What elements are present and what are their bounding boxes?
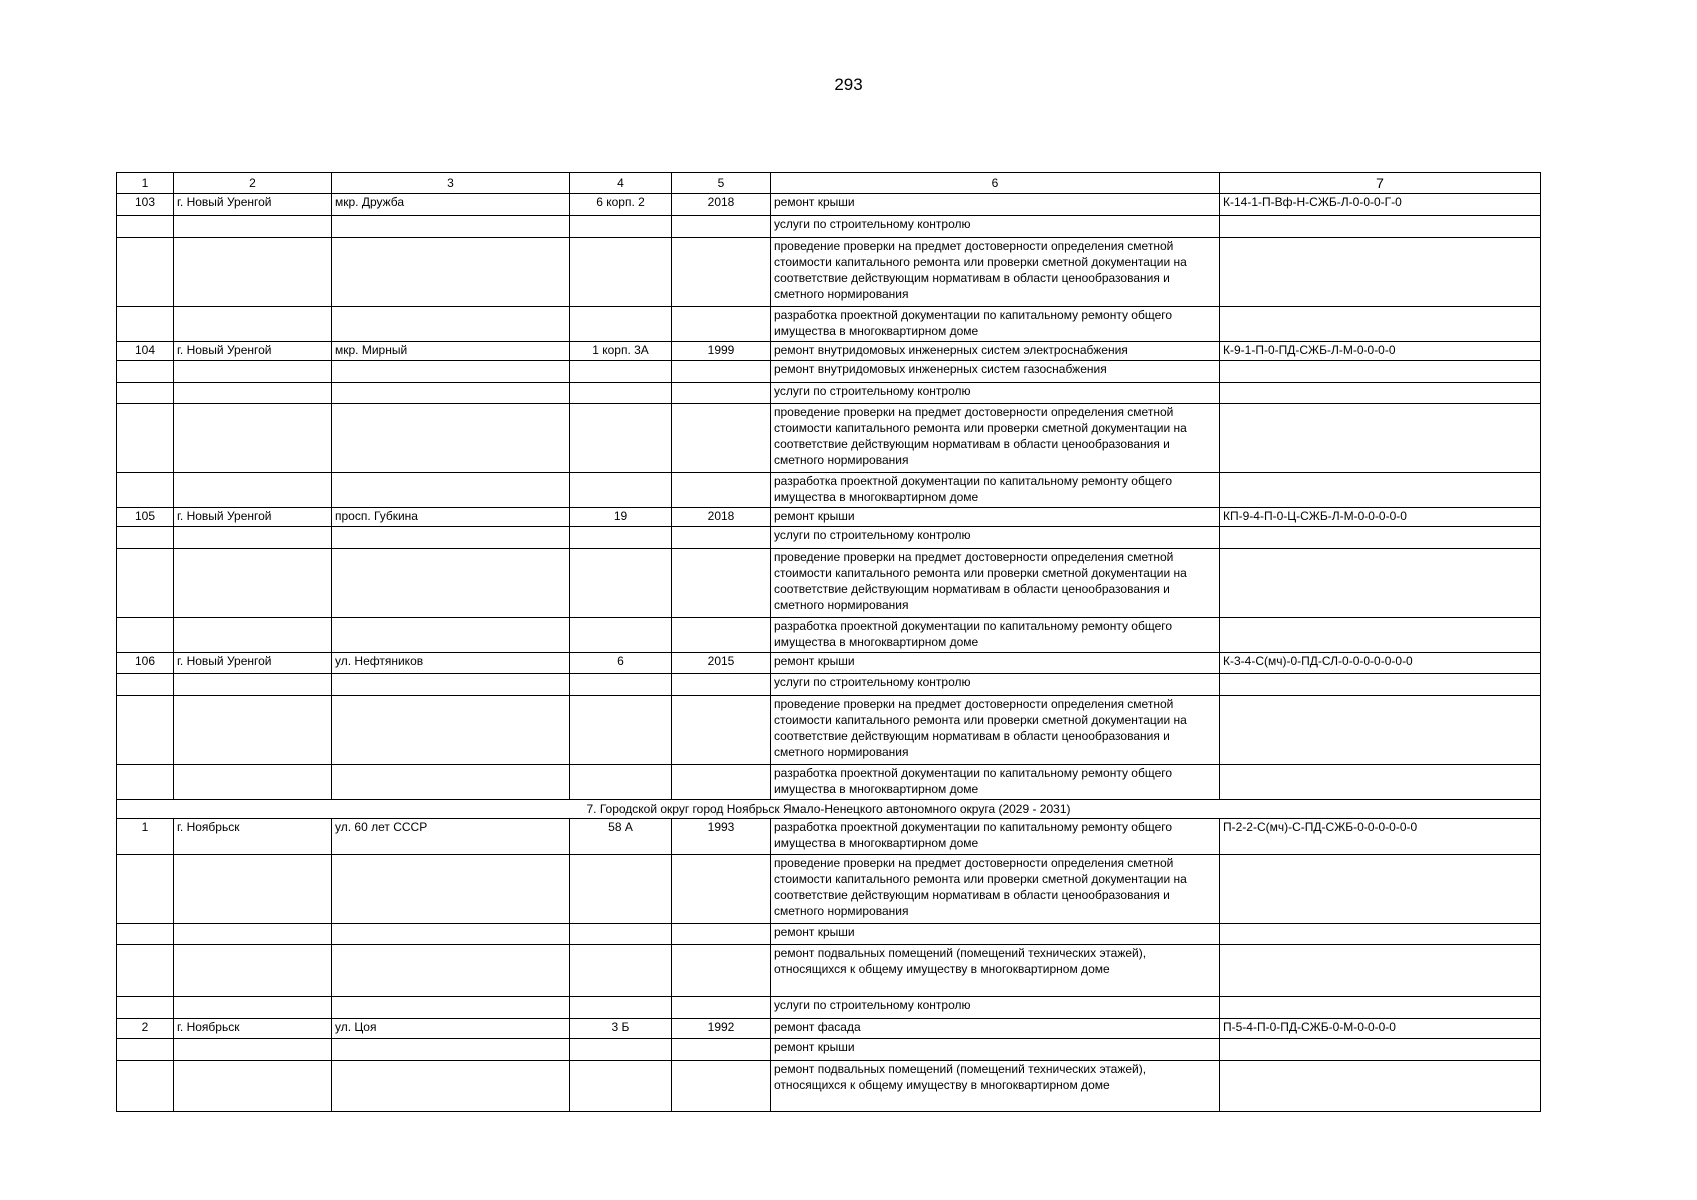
building-code-cell: К-9-1-П-0-ПД-СЖБ-Л-М-0-0-0-0 bbox=[1220, 342, 1541, 361]
work-type-cell: ремонт крыши bbox=[771, 924, 1220, 945]
row-number-cell bbox=[117, 924, 174, 945]
work-type-cell: проведение проверки на предмет достоверности определения сметной стоимости капитального ремонта или проверки сметной документации на соответствие действующим нормативам в области ценообразования и сметного нормирования bbox=[771, 549, 1220, 618]
table-row bbox=[117, 618, 1541, 653]
street-cell bbox=[332, 618, 570, 653]
row-number-cell bbox=[117, 618, 174, 653]
table-row bbox=[117, 404, 1541, 473]
work-type-cell: ремонт крыши bbox=[771, 194, 1220, 216]
municipality-cell bbox=[174, 404, 332, 473]
house-number-cell bbox=[570, 945, 672, 997]
row-number-cell bbox=[117, 216, 174, 238]
table-body bbox=[117, 173, 1541, 1112]
work-type-cell: ремонт внутридомовых инженерных систем электроснабжения bbox=[771, 342, 1220, 361]
building-code-cell: К-14-1-П-Вф-Н-СЖБ-Л-0-0-0-Г-0 bbox=[1220, 194, 1541, 216]
house-number-cell bbox=[570, 765, 672, 800]
street-cell: ул. Нефтяников bbox=[332, 653, 570, 674]
street-cell bbox=[332, 1061, 570, 1112]
header-cell: 4 bbox=[570, 173, 672, 194]
house-number-cell bbox=[570, 307, 672, 342]
year-cell: 1993 bbox=[672, 819, 771, 855]
building-code-cell: КП-9-4-П-0-Ц-СЖБ-Л-М-0-0-0-0-0 bbox=[1220, 508, 1541, 527]
year-cell bbox=[672, 997, 771, 1019]
building-code-cell bbox=[1220, 674, 1541, 696]
street-cell bbox=[332, 361, 570, 383]
table-row bbox=[117, 674, 1541, 696]
table-row bbox=[117, 855, 1541, 924]
municipality-cell bbox=[174, 997, 332, 1019]
table-row bbox=[117, 765, 1541, 800]
house-number-cell bbox=[570, 527, 672, 549]
street-cell: просп. Губкина bbox=[332, 508, 570, 527]
work-type-cell: ремонт крыши bbox=[771, 653, 1220, 674]
street-cell bbox=[332, 674, 570, 696]
house-number-cell bbox=[570, 216, 672, 238]
row-number-cell bbox=[117, 674, 174, 696]
municipality-cell bbox=[174, 924, 332, 945]
building-code-cell: К-3-4-С(мч)-0-ПД-СЛ-0-0-0-0-0-0-0 bbox=[1220, 653, 1541, 674]
street-cell: мкр. Дружба bbox=[332, 194, 570, 216]
building-code-cell bbox=[1220, 404, 1541, 473]
municipality-cell bbox=[174, 1061, 332, 1112]
house-number-cell bbox=[570, 855, 672, 924]
municipality-cell bbox=[174, 383, 332, 404]
year-cell: 2018 bbox=[672, 194, 771, 216]
work-type-cell: услуги по строительному контролю bbox=[771, 216, 1220, 238]
work-type-cell: услуги по строительному контролю bbox=[771, 527, 1220, 549]
municipality-cell bbox=[174, 361, 332, 383]
building-code-cell bbox=[1220, 618, 1541, 653]
house-number-cell bbox=[570, 997, 672, 1019]
table-row bbox=[117, 696, 1541, 765]
street-cell bbox=[332, 527, 570, 549]
street-cell: ул. 60 лет СССР bbox=[332, 819, 570, 855]
table-row bbox=[117, 945, 1541, 997]
municipality-cell: г. Новый Уренгой bbox=[174, 508, 332, 527]
row-number-cell bbox=[117, 997, 174, 1019]
municipality-cell: г. Ноябрьск bbox=[174, 1019, 332, 1039]
building-code-cell bbox=[1220, 383, 1541, 404]
header-cell: 7 bbox=[1220, 173, 1541, 194]
building-code-cell bbox=[1220, 238, 1541, 307]
work-type-cell: проведение проверки на предмет достоверности определения сметной стоимости капитального ремонта или проверки сметной документации на соответствие действующим нормативам в области ценообразования и сметного нормирования bbox=[771, 696, 1220, 765]
row-number-cell bbox=[117, 473, 174, 508]
municipality-cell bbox=[174, 307, 332, 342]
row-number-cell bbox=[117, 855, 174, 924]
section-row bbox=[117, 800, 1541, 819]
street-cell bbox=[332, 855, 570, 924]
street-cell: ул. Цоя bbox=[332, 1019, 570, 1039]
year-cell bbox=[672, 855, 771, 924]
house-number-cell bbox=[570, 238, 672, 307]
page-number: 293 bbox=[834, 75, 863, 94]
year-cell: 2015 bbox=[672, 653, 771, 674]
municipality-cell bbox=[174, 549, 332, 618]
municipality-cell bbox=[174, 473, 332, 508]
municipality-cell bbox=[174, 216, 332, 238]
building-code-cell bbox=[1220, 307, 1541, 342]
register-table bbox=[116, 172, 1541, 1112]
year-cell bbox=[672, 618, 771, 653]
work-type-cell: ремонт подвальных помещений (помещений технических этажей), относящихся к общему имуществу в многоквартирном доме bbox=[771, 945, 1220, 997]
municipality-cell bbox=[174, 618, 332, 653]
house-number-cell: 1 корп. 3А bbox=[570, 342, 672, 361]
table-row bbox=[117, 653, 1541, 674]
year-cell: 2018 bbox=[672, 508, 771, 527]
row-number-cell bbox=[117, 307, 174, 342]
work-type-cell: ремонт крыши bbox=[771, 508, 1220, 527]
work-type-cell: ремонт крыши bbox=[771, 1039, 1220, 1061]
row-number-cell: 104 bbox=[117, 342, 174, 361]
row-number-cell bbox=[117, 1039, 174, 1061]
row-number-cell: 106 bbox=[117, 653, 174, 674]
year-cell bbox=[672, 238, 771, 307]
municipality-cell bbox=[174, 945, 332, 997]
municipality-cell bbox=[174, 855, 332, 924]
work-type-cell: ремонт фасада bbox=[771, 1019, 1220, 1039]
house-number-cell bbox=[570, 383, 672, 404]
building-code-cell bbox=[1220, 855, 1541, 924]
year-cell bbox=[672, 924, 771, 945]
row-number-cell bbox=[117, 1061, 174, 1112]
street-cell: мкр. Мирный bbox=[332, 342, 570, 361]
building-code-cell bbox=[1220, 945, 1541, 997]
table-row bbox=[117, 473, 1541, 508]
year-cell bbox=[672, 307, 771, 342]
street-cell bbox=[332, 216, 570, 238]
building-code-cell bbox=[1220, 924, 1541, 945]
table-row bbox=[117, 924, 1541, 945]
street-cell bbox=[332, 307, 570, 342]
row-number-cell bbox=[117, 696, 174, 765]
municipality-cell bbox=[174, 238, 332, 307]
table-row bbox=[117, 1039, 1541, 1061]
street-cell bbox=[332, 924, 570, 945]
row-number-cell bbox=[117, 765, 174, 800]
section-title: 7. Городской округ город Ноябрьск Ямало-Ненецкого автономного округа (2029 - 2031) bbox=[117, 800, 1541, 819]
table-row bbox=[117, 527, 1541, 549]
building-code-cell bbox=[1220, 216, 1541, 238]
building-code-cell bbox=[1220, 1061, 1541, 1112]
table-row bbox=[117, 508, 1541, 527]
year-cell bbox=[672, 1039, 771, 1061]
house-number-cell bbox=[570, 924, 672, 945]
building-code-cell bbox=[1220, 997, 1541, 1019]
building-code-cell bbox=[1220, 361, 1541, 383]
row-number-cell: 1 bbox=[117, 819, 174, 855]
house-number-cell bbox=[570, 1061, 672, 1112]
house-number-cell bbox=[570, 674, 672, 696]
row-number-cell bbox=[117, 383, 174, 404]
work-type-cell: ремонт внутридомовых инженерных систем газоснабжения bbox=[771, 361, 1220, 383]
house-number-cell bbox=[570, 618, 672, 653]
municipality-cell: г. Новый Уренгой bbox=[174, 342, 332, 361]
work-type-cell: проведение проверки на предмет достоверности определения сметной стоимости капитального ремонта или проверки сметной документации на соответствие действующим нормативам в области ценообразования и сметного нормирования bbox=[771, 855, 1220, 924]
table-row bbox=[117, 819, 1541, 855]
table-row bbox=[117, 549, 1541, 618]
building-code-cell bbox=[1220, 1039, 1541, 1061]
row-number-cell: 103 bbox=[117, 194, 174, 216]
year-cell bbox=[672, 473, 771, 508]
house-number-cell bbox=[570, 1039, 672, 1061]
work-type-cell: разработка проектной документации по капитальному ремонту общего имущества в многоквартирном доме bbox=[771, 765, 1220, 800]
header-cell: 3 bbox=[332, 173, 570, 194]
year-cell bbox=[672, 945, 771, 997]
house-number-cell bbox=[570, 404, 672, 473]
house-number-cell: 6 корп. 2 bbox=[570, 194, 672, 216]
work-type-cell: услуги по строительному контролю bbox=[771, 997, 1220, 1019]
work-type-cell: проведение проверки на предмет достоверности определения сметной стоимости капитального ремонта или проверки сметной документации на соответствие действующим нормативам в области ценообразования и сметного нормирования bbox=[771, 404, 1220, 473]
street-cell bbox=[332, 765, 570, 800]
building-code-cell bbox=[1220, 696, 1541, 765]
building-code-cell bbox=[1220, 473, 1541, 508]
year-cell bbox=[672, 674, 771, 696]
row-number-cell: 2 bbox=[117, 1019, 174, 1039]
street-cell bbox=[332, 473, 570, 508]
municipality-cell: г. Новый Уренгой bbox=[174, 653, 332, 674]
table-row bbox=[117, 342, 1541, 361]
house-number-cell: 58 А bbox=[570, 819, 672, 855]
year-cell bbox=[672, 1061, 771, 1112]
year-cell: 1992 bbox=[672, 1019, 771, 1039]
year-cell bbox=[672, 696, 771, 765]
year-cell bbox=[672, 527, 771, 549]
work-type-cell: разработка проектной документации по капитальному ремонту общего имущества в многоквартирном доме bbox=[771, 819, 1220, 855]
street-cell bbox=[332, 383, 570, 404]
building-code-cell: П-2-2-С(мч)-С-ПД-СЖБ-0-0-0-0-0-0 bbox=[1220, 819, 1541, 855]
header-cell: 1 bbox=[117, 173, 174, 194]
table-row bbox=[117, 361, 1541, 383]
year-cell bbox=[672, 404, 771, 473]
work-type-cell: услуги по строительному контролю bbox=[771, 383, 1220, 404]
street-cell bbox=[332, 1039, 570, 1061]
year-cell bbox=[672, 361, 771, 383]
building-code-cell: П-5-4-П-0-ПД-СЖБ-0-М-0-0-0-0 bbox=[1220, 1019, 1541, 1039]
house-number-cell bbox=[570, 361, 672, 383]
table-row bbox=[117, 194, 1541, 216]
street-cell bbox=[332, 404, 570, 473]
header-cell: 2 bbox=[174, 173, 332, 194]
header-cell: 6 bbox=[771, 173, 1220, 194]
row-number-cell bbox=[117, 238, 174, 307]
house-number-cell: 6 bbox=[570, 653, 672, 674]
year-cell bbox=[672, 216, 771, 238]
work-type-cell: разработка проектной документации по капитальному ремонту общего имущества в многоквартирном доме bbox=[771, 307, 1220, 342]
year-cell bbox=[672, 765, 771, 800]
table-row bbox=[117, 383, 1541, 404]
row-number-cell bbox=[117, 945, 174, 997]
house-number-cell bbox=[570, 549, 672, 618]
row-number-cell bbox=[117, 361, 174, 383]
table-row bbox=[117, 1019, 1541, 1039]
work-type-cell: разработка проектной документации по капитальному ремонту общего имущества в многоквартирном доме bbox=[771, 473, 1220, 508]
municipality-cell bbox=[174, 696, 332, 765]
building-code-cell bbox=[1220, 765, 1541, 800]
work-type-cell: разработка проектной документации по капитальному ремонту общего имущества в многоквартирном доме bbox=[771, 618, 1220, 653]
row-number-cell bbox=[117, 404, 174, 473]
work-type-cell: ремонт подвальных помещений (помещений технических этажей), относящихся к общему имуществу в многоквартирном доме bbox=[771, 1061, 1220, 1112]
work-type-cell: проведение проверки на предмет достоверности определения сметной стоимости капитального ремонта или проверки сметной документации на соответствие действующим нормативам в области ценообразования и сметного нормирования bbox=[771, 238, 1220, 307]
street-cell bbox=[332, 696, 570, 765]
table-row bbox=[117, 307, 1541, 342]
work-type-cell: услуги по строительному контролю bbox=[771, 674, 1220, 696]
house-number-cell: 19 bbox=[570, 508, 672, 527]
street-cell bbox=[332, 997, 570, 1019]
year-cell: 1999 bbox=[672, 342, 771, 361]
municipality-cell bbox=[174, 1039, 332, 1061]
municipality-cell: г. Новый Уренгой bbox=[174, 194, 332, 216]
building-code-cell bbox=[1220, 527, 1541, 549]
house-number-cell bbox=[570, 473, 672, 508]
table-row bbox=[117, 997, 1541, 1019]
street-cell bbox=[332, 549, 570, 618]
municipality-cell bbox=[174, 527, 332, 549]
municipality-cell bbox=[174, 765, 332, 800]
table-row bbox=[117, 216, 1541, 238]
row-number-cell bbox=[117, 549, 174, 618]
header-cell: 5 bbox=[672, 173, 771, 194]
table-row bbox=[117, 1061, 1541, 1112]
street-cell bbox=[332, 238, 570, 307]
year-cell bbox=[672, 549, 771, 618]
year-cell bbox=[672, 383, 771, 404]
municipality-cell bbox=[174, 674, 332, 696]
row-number-cell: 105 bbox=[117, 508, 174, 527]
row-number-cell bbox=[117, 527, 174, 549]
building-code-cell bbox=[1220, 549, 1541, 618]
table-row bbox=[117, 238, 1541, 307]
header-row bbox=[117, 173, 1541, 194]
municipality-cell: г. Ноябрьск bbox=[174, 819, 332, 855]
house-number-cell bbox=[570, 696, 672, 765]
house-number-cell: 3 Б bbox=[570, 1019, 672, 1039]
street-cell bbox=[332, 945, 570, 997]
